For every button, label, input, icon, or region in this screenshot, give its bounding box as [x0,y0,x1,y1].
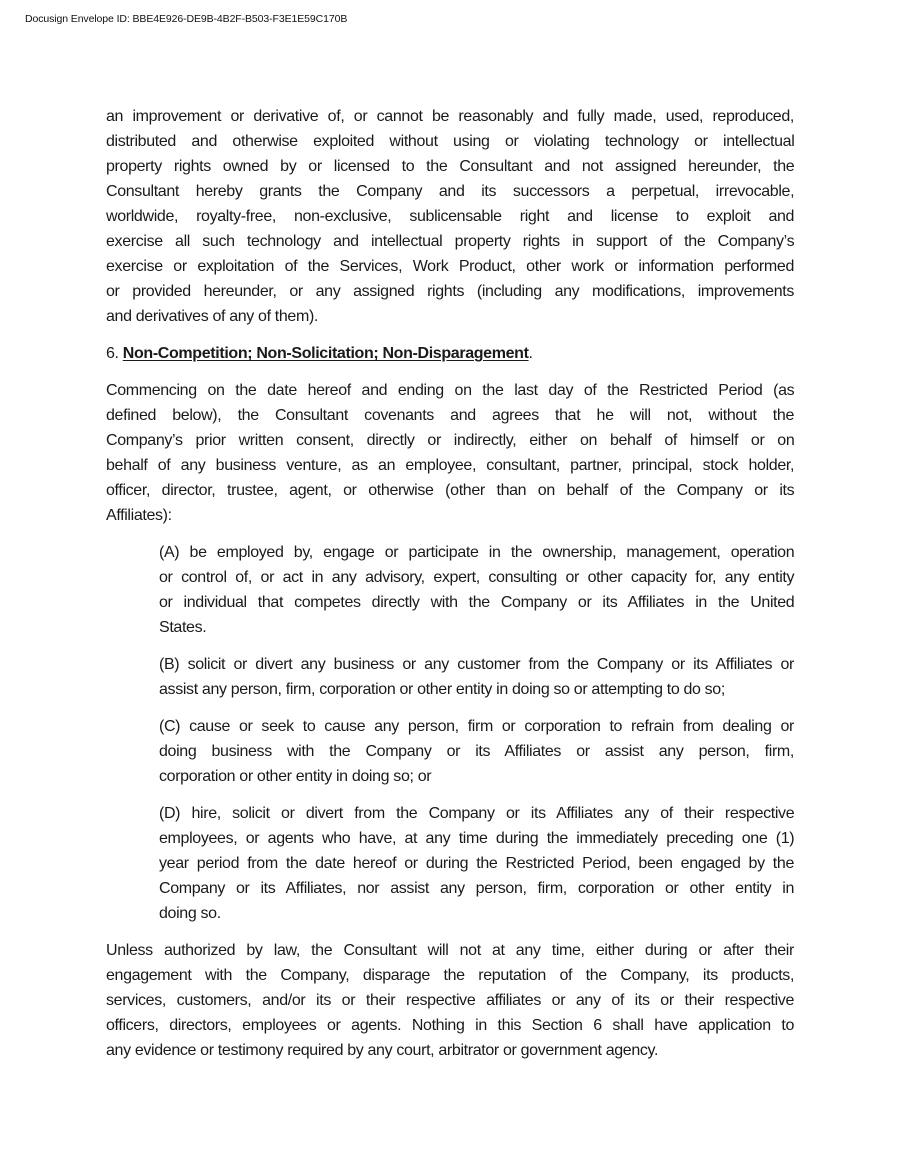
envelope-id: Docusign Envelope ID: BBE4E926-DE9B-4B2F-B503-F3E1E59C170B [25,13,348,25]
text-line: doing so. [159,905,221,922]
text-line: doing business with the Company or its Affiliates or assist any person, firm, [159,743,794,760]
text-line: year period from the date hereof or during the Restricted Period, been engaged by the [159,855,794,872]
text-line: Company or its Affiliates, nor assist any person, firm, corporation or other entity in [159,880,794,897]
text-line: exercise all such technology and intellectual property rights in support of the Company’s [106,233,795,250]
text-line: or provided hereunder, or any assigned rights (including any modifications, improvements [106,283,794,300]
clause-c [159,714,794,789]
text-line: States. [159,619,207,636]
text-line: or control of, or act in any advisory, expert, consulting or other capacity for, any entity [159,569,795,586]
text-line: Unless authorized by law, the Consultant will not at any time, either during or after their [106,942,794,959]
section-heading [106,341,794,366]
text-line: employees, or agents who have, at any time during the immediately preceding one (1) [159,830,795,847]
text-line: any evidence or testimony required by any court, arbitrator or government agency. [106,1042,659,1059]
text-line: (D) hire, solicit or divert from the Company or its Affiliates any of their respective [159,805,795,822]
text-line: engagement with the Company, disparage the reputation of the Company, its products, [106,967,795,984]
text-line: exercise or exploitation of the Services, Work Product, other work or information performed [106,258,794,275]
text-line: officers, directors, employees or agents. Nothing in this Section 6 shall have application to [106,1017,795,1034]
text-line: distributed and otherwise exploited without using or violating technology or intellectual [106,133,795,150]
clause-d [159,801,794,926]
text-line: (C) cause or seek to cause any person, firm or corporation to refrain from dealing or [159,718,794,735]
clause-a [159,540,794,640]
section-title: Non-Competition; Non-Solicitation; Non-Disparagement [122,345,529,362]
text-line: an improvement or derivative of, or cannot be reasonably and fully made, used, reproduced, [106,108,794,125]
section-title-suffix: . [528,345,533,362]
text-line: property rights owned by or licensed to the Consultant and not assigned hereunder, the [106,158,795,175]
intro-paragraph [106,104,794,329]
text-line: and derivatives of any of them). [106,308,319,325]
text-line: Company’s prior written consent, directly or indirectly, either on behalf of himself or on [106,432,795,449]
text-line: worldwide, royalty-free, non-exclusive, sublicensable right and license to exploit and [106,208,795,225]
clause-b [159,652,794,702]
covenant-paragraph [106,378,794,528]
section-number: 6. [106,345,119,362]
text-line: (B) solicit or divert any business or any customer from the Company or its Affiliates or [159,656,794,673]
text-line: Consultant hereby grants the Company and its successors a perpetual, irrevocable, [106,183,795,200]
document-page [106,104,794,1063]
text-line: or individual that competes directly with the Company or its Affiliates in the United [159,594,795,611]
text-line: Affiliates): [106,507,172,524]
text-line: assist any person, firm, corporation or other entity in doing so or attempting to do so; [159,681,725,698]
disparagement-paragraph [106,938,794,1063]
text-line: behalf of any business venture, as an employee, consultant, partner, principal, stock holder, [106,457,795,474]
text-line: (A) be employed by, engage or participate in the ownership, management, operation [159,544,795,561]
text-line: officer, director, trustee, agent, or otherwise (other than on behalf of the Company or its [106,482,795,499]
text-line: Commencing on the date hereof and ending on the last day of the Restricted Period (as [106,382,795,399]
text-line: services, customers, and/or its or their respective affiliates or any of its or their respective [106,992,794,1009]
text-line: defined below), the Consultant covenants and agrees that he will not, without the [106,407,794,424]
text-line: corporation or other entity in doing so; or [159,768,432,785]
